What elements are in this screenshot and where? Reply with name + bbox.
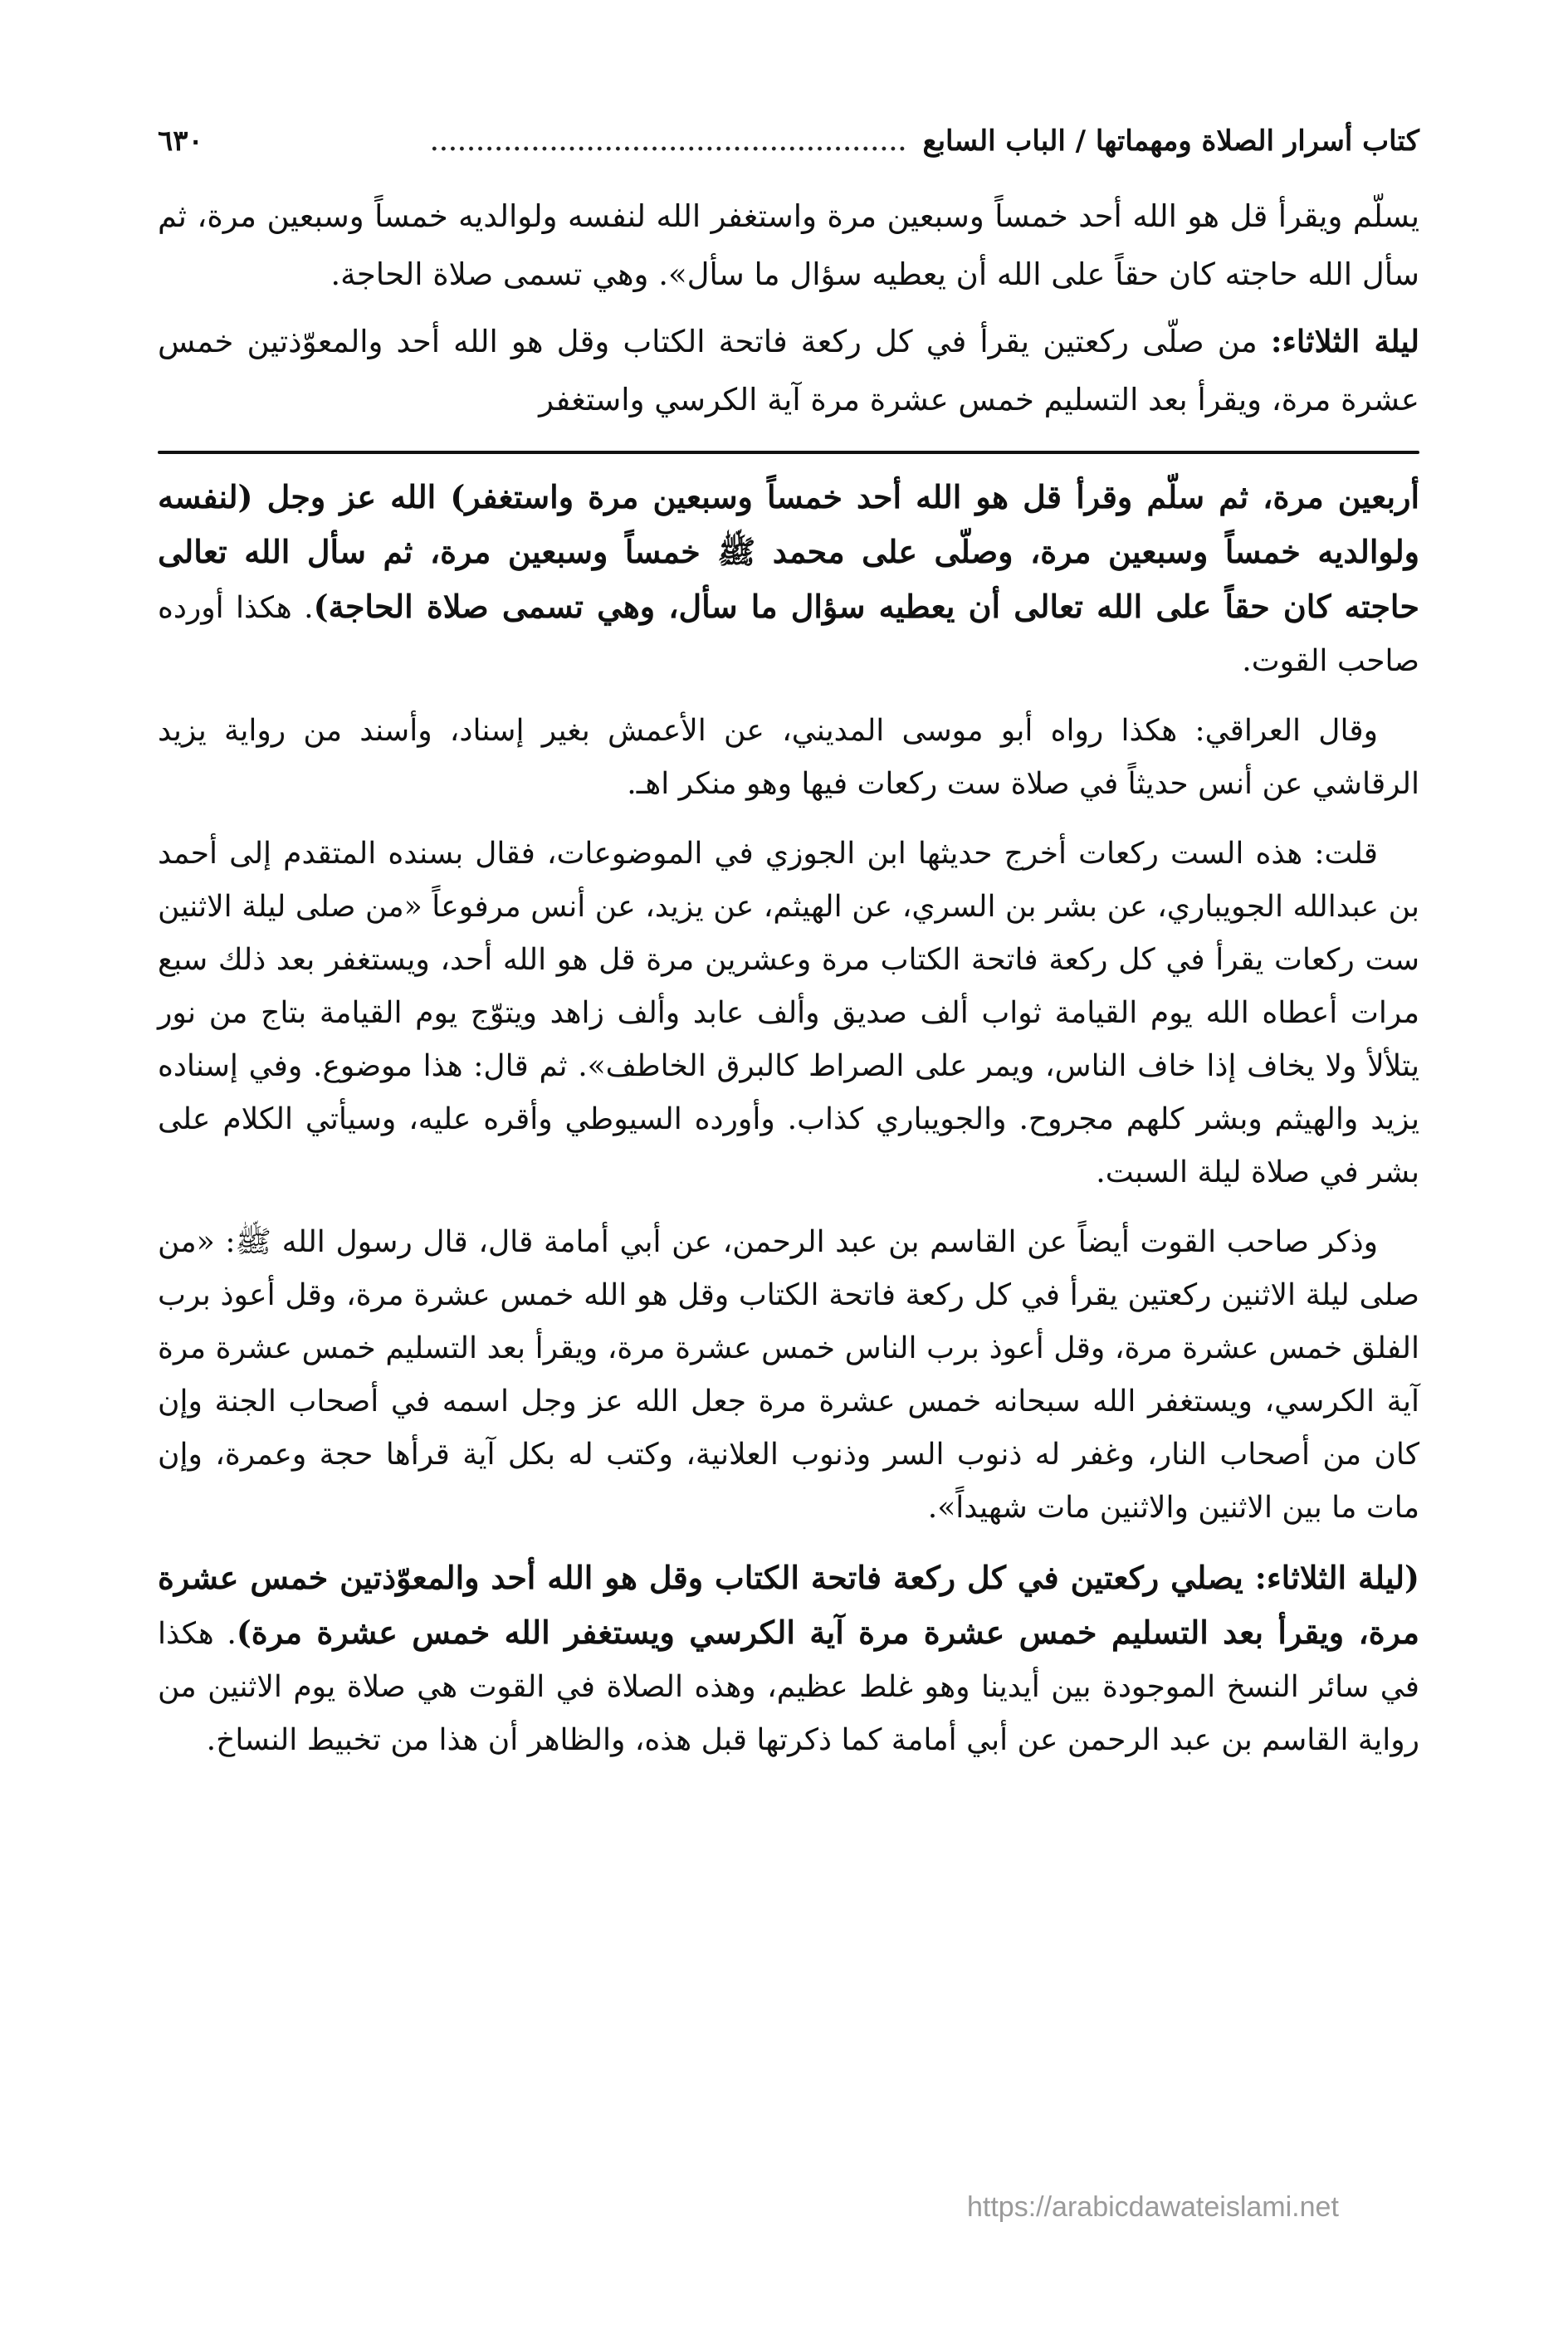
main-text xyxy=(158,188,1419,429)
watermark-url: https://arabicdawateislami.net xyxy=(967,2191,1339,2223)
page-number: ٦٣٠ xyxy=(158,125,203,158)
commentary-paragraph: قلت: هذه الست ركعات أخرج حديثها ابن الجوزي في الموضوعات، فقال بسنده المتقدم إلى أحمد بن عبدالله الجويباري، عن بشر بن السري، عن الهيثم، عن يزيد، عن أنس مرفوعاً «من صلى ليلة الاثنين ست ركعات يقرأ في كل ركعة فاتحة الكتاب مرة وعشرين مرة قل هو الله أحد، ويستغفر بعد ذلك سبع مرات أعطاه الله يوم القيامة ثواب ألف صديق وألف عابد وألف زاهد ويتوّج يوم القيامة بتاج من نور يتلألأ ولا يخاف إذا خاف الناس، ويمر على الصراط كالبرق الخاطف». ثم قال: هذا موضوع. وفي إسناده يزيد والهيثم وبشر كلهم مجروح. والجويباري كذاب. وأورده السيوطي وأقره عليه، وسيأتي الكلام على بشر في صلاة ليلة السبت. xyxy=(158,837,1419,1189)
paragraph-text: من صلّى ركعتين يقرأ في كل ركعة فاتحة الكتاب وقل هو الله أحد والمعوّذتين خمس عشرة مرة، ويقرأ بعد التسليم خمس عشرة مرة آية الكرسي واستغفر xyxy=(158,324,1419,418)
commentary-paragraph: وقال العراقي: هكذا رواه أبو موسى المديني، عن الأعمش بغير إسناد، وأسند من رواية يزيد الرقاشي عن أنس حديثاً في صلاة ست ركعات فيها وهو منكر اهـ. xyxy=(158,714,1419,801)
leader-dots: .................................................... xyxy=(430,131,908,156)
chapter-title: كتاب أسرار الصلاة ومهماتها / الباب السابع xyxy=(922,125,1419,158)
commentary-paragraph xyxy=(158,1551,1419,1767)
footnote-divider xyxy=(158,451,1419,454)
commentary-section xyxy=(158,471,1419,1767)
paragraph-text: . هكذا أورده صاحب القوت. xyxy=(158,591,1419,678)
book-page xyxy=(158,125,1419,1784)
commentary-paragraph xyxy=(158,471,1419,688)
running-header xyxy=(158,125,1419,174)
main-paragraph: يسلّم ويقرأ قل هو الله أحد خمساً وسبعين مرة واستغفر الله لنفسه ولوالديه خمساً وسبعين مرة، ثم سأل الله حاجته كان حقاً على الله أن يعطيه سؤال ما سأل». وهي تسمى صلاة الحاجة. xyxy=(158,198,1419,292)
quoted-text: أربعين مرة، ثم سلّم وقرأ قل هو الله أحد خمساً وسبعين مرة واستغفر) الله عز وجل (لنفسه ولوالديه خمساً وسبعين مرة، وصلّى على محمد ﷺ خمساً وسبعين مرة، ثم سأل الله تعالى حاجته كان حقاً على الله تعالى أن يعطيه سؤال ما سأل، وهي تسمى صلاة الحاجة) xyxy=(158,478,1419,625)
main-paragraph xyxy=(158,312,1419,429)
paragraph-text: . هكذا في سائر النسخ الموجودة بين أيدينا وهو غلط عظيم، وهذه الصلاة في القوت هي صلاة يوم الاثنين من رواية القاسم بن عبد الرحمن عن أبي أمامة كما ذكرتها قبل هذه، والظاهر أن هذا من تخبيط النساخ. xyxy=(158,1617,1419,1757)
quoted-text: (ليلة الثلاثاء: يصلي ركعتين في كل ركعة فاتحة الكتاب وقل هو الله أحد والمعوّذتين خمس عشرة مرة، ويقرأ بعد التسليم خمس عشرة مرة آية الكرسي ويستغفر الله خمس عشرة مرة) xyxy=(158,1559,1419,1651)
section-heading: ليلة الثلاثاء: xyxy=(1270,323,1419,359)
commentary-paragraph: وذكر صاحب القوت أيضاً عن القاسم بن عبد الرحمن، عن أبي أمامة قال، قال رسول الله ﷺ: «من صلى ليلة الاثنين ركعتين يقرأ في كل ركعة فاتحة الكتاب وقل هو الله خمس عشرة مرة، وقل أعوذ برب الفلق خمس عشرة مرة، وقل أعوذ برب الناس خمس عشرة مرة، ويقرأ بعد التسليم خمس عشرة مرة آية الكرسي، ويستغفر الله سبحانه خمس عشرة مرة جعل الله عز وجل اسمه في أصحاب الجنة وإن كان من أصحاب النار، وغفر له ذنوب السر وذنوب العلانية، وكتب له بكل آية قرأها حجة وعمرة، وإن مات ما بين الاثنين والاثنين مات شهيداً». xyxy=(158,1225,1419,1525)
